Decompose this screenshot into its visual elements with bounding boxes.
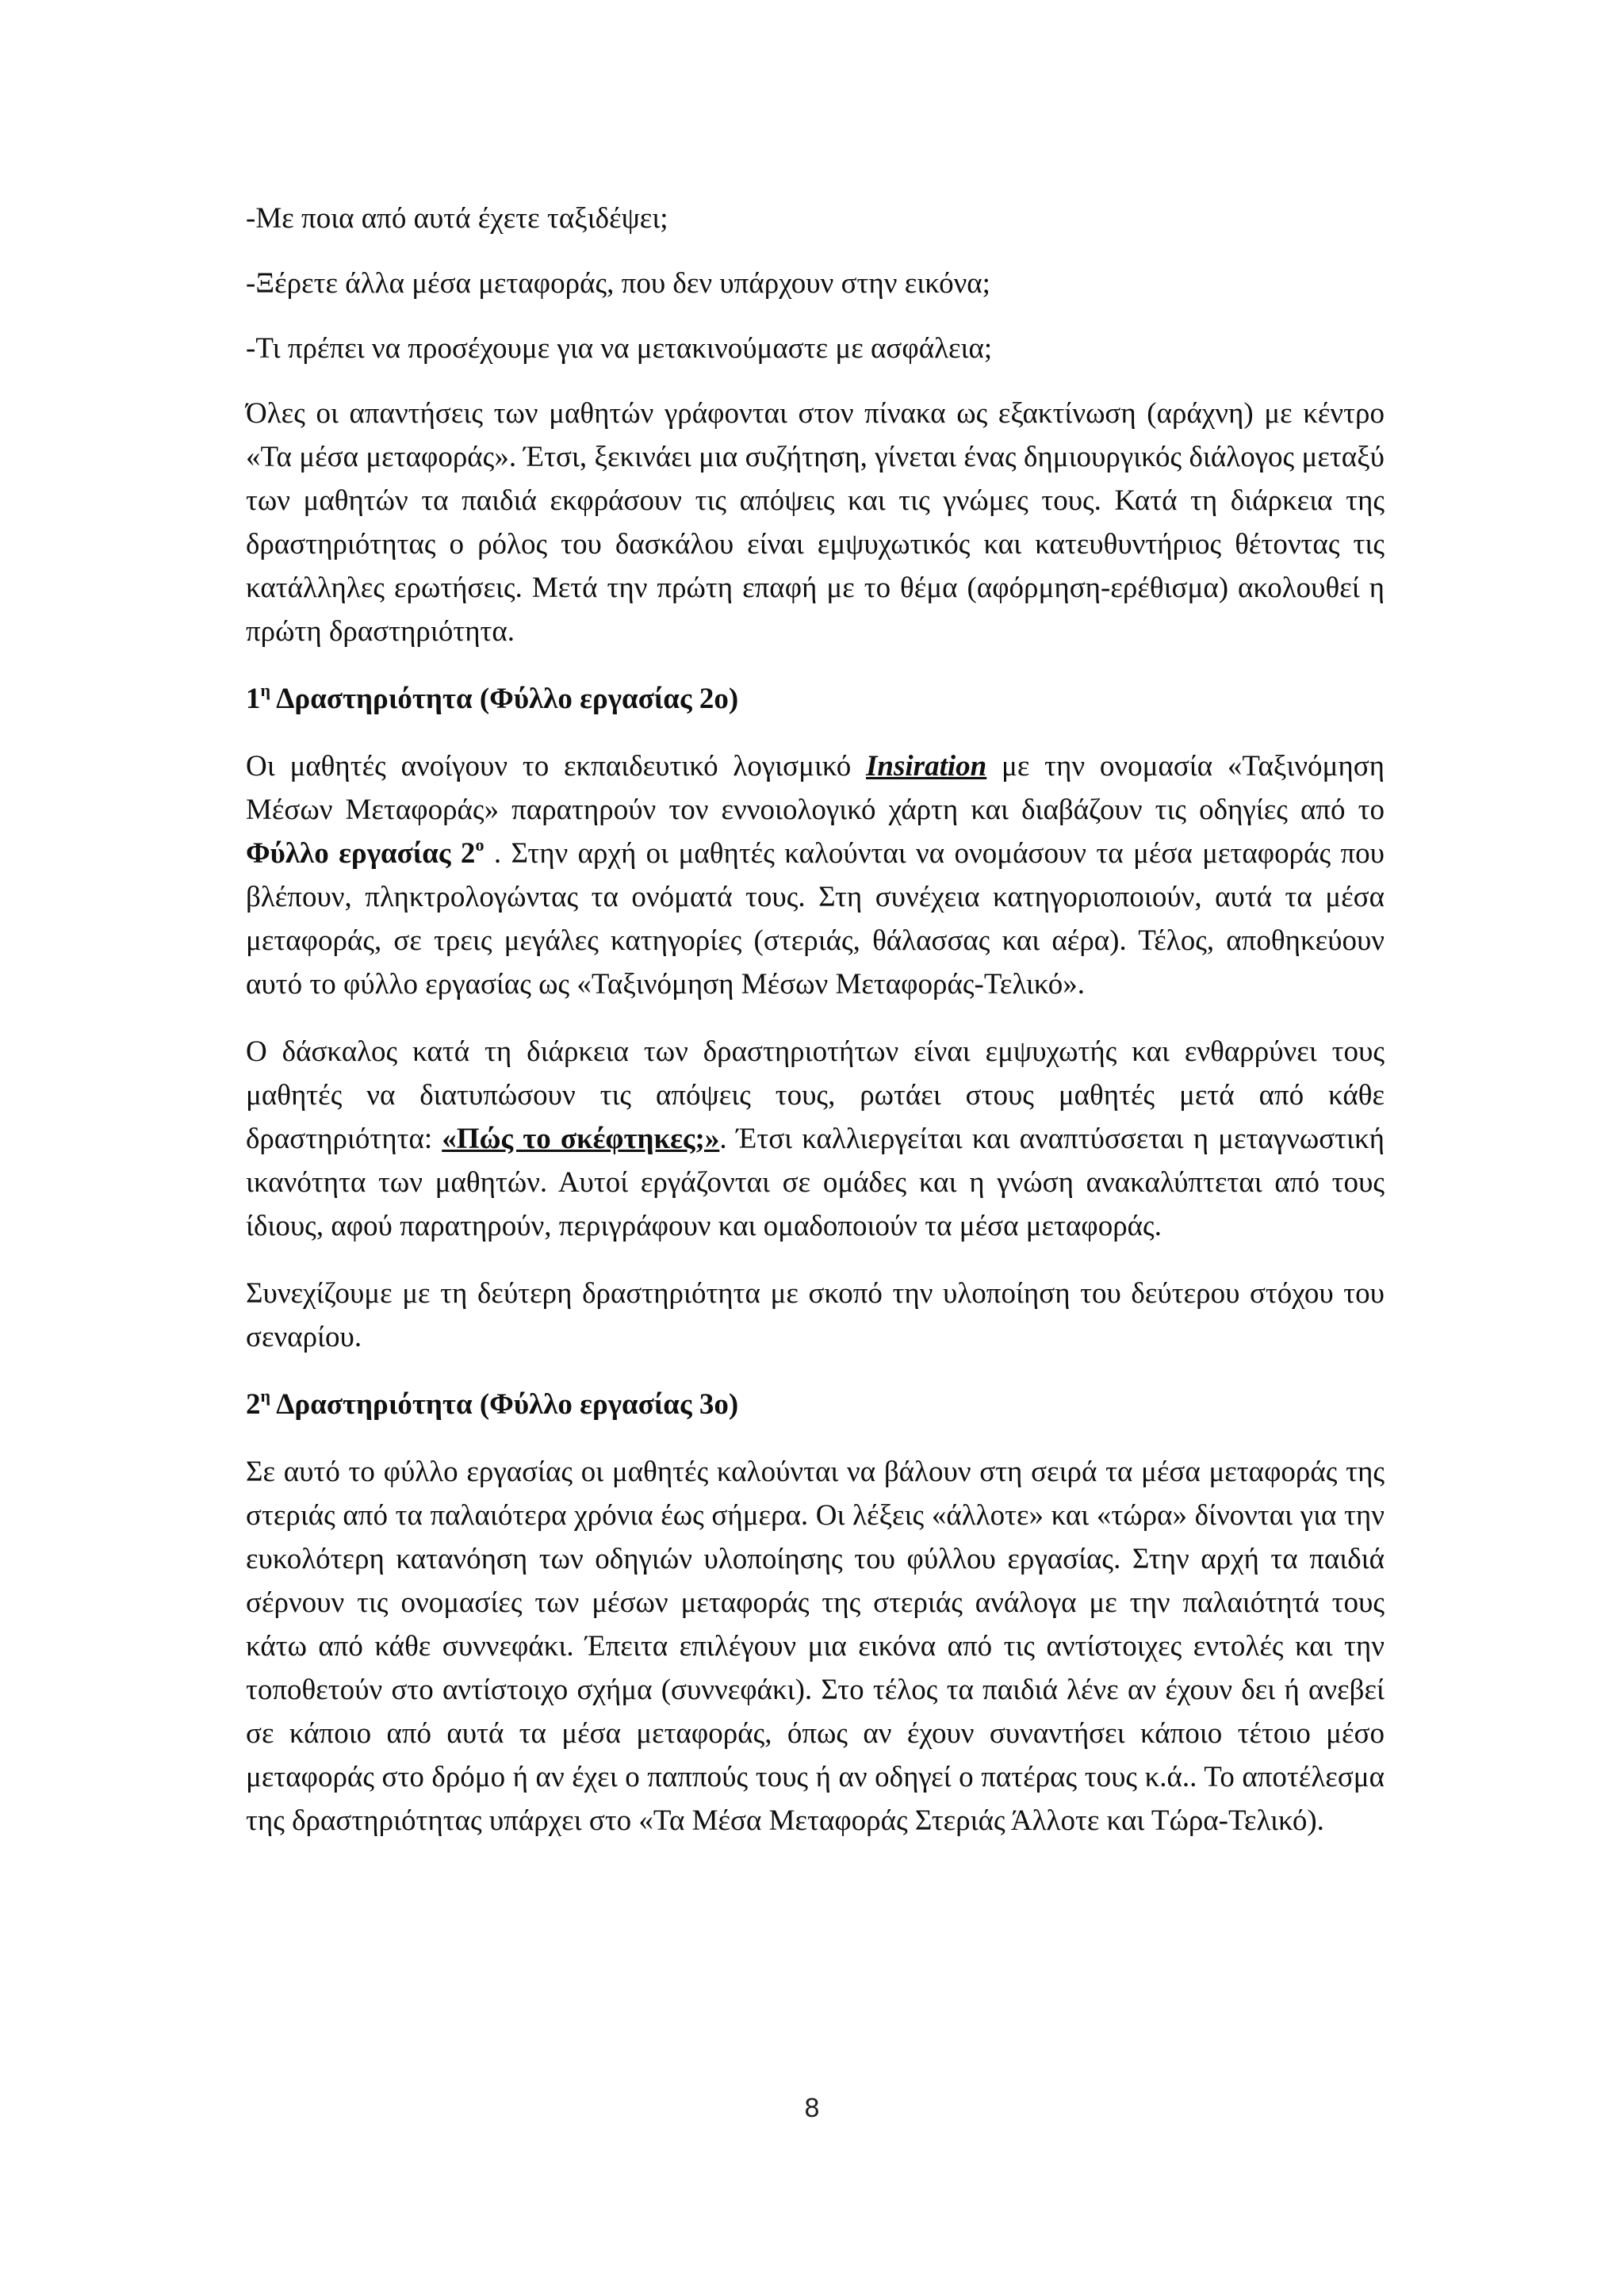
document-page	[246, 197, 1385, 1866]
activity-2-heading-number: 2	[246, 1388, 261, 1421]
activity-1-p2-text-b: . Έτσι καλλιεργείται και αναπτύσσεται η μεταγνωστική ικανότητα των μαθητών. Αυτοί εργάζονται σε ομάδες και η γνώση ανακαλύπτεται από τους ίδιους, αφού παρατηρούν, περιγράφουν και ομαδοποιούν τα μέσα μεταφοράς.	[246, 1123, 1385, 1242]
question-line-1: -Με ποια από αυτά έχετε ταξιδέψει;	[246, 202, 668, 235]
intro-paragraph: Όλες οι απαντήσεις των μαθητών γράφονται στον πίνακα ως εξακτίνωση (αράχνη) με κέντρο «Τα μέσα μεταφοράς». Έτσι, ξεκινάει μια συζήτηση, γίνεται ένας δημιουργικός διάλογος μεταξύ των μαθητών τα παιδιά εκφράσουν τις απόψεις και τις γνώμες τους. Κατά τη διάρκεια της δραστηριότητας ο ρόλος του δασκάλου είναι εμψυχωτικός και κατευθυντήριος θέτοντας τις κατάλληλες ερωτήσεις. Μετά την πρώτη επαφή με το θέμα (αφόρμηση-ερέθισμα) ακολουθεί η πρώτη δραστηριότητα.	[246, 397, 1385, 648]
activity-1-heading-superscript: η	[260, 680, 270, 700]
software-name: Insiration	[866, 750, 987, 783]
activity-1-p2-text-a: Ο δάσκαλος κατά τη διάρκεια των δραστηριοτήτων είναι εμψυχωτής και ενθαρρύνει τους μαθητές να διατυπώσουν τις απόψεις τους, ρωτάει στους μαθητές μετά από κάθε δραστηριότητα:	[246, 1035, 1385, 1155]
reflection-question: «Πώς το σκέφτηκες;»	[442, 1123, 720, 1155]
worksheet-reference: Φύλλο εργασίας 2	[246, 837, 476, 870]
activity-1-heading-text: Δραστηριότητα (Φύλλο εργασίας 2ο)	[270, 683, 739, 715]
activity-1-paragraph-3: Συνεχίζουμε με τη δεύτερη δραστηριότητα με σκοπό την υλοποίηση του δεύτερου στόχου του σεναρίου.	[246, 1277, 1385, 1353]
activity-1-heading-number: 1	[246, 683, 261, 715]
activity-1-p1-text-b: με την ονομασία «Ταξινόμηση Μέσων Μεταφοράς» παρατηρούν τον εννοιολογικό χάρτη και διαβάζουν τις οδηγίες από το	[246, 750, 1385, 826]
activity-2-paragraph-1: Σε αυτό το φύλλο εργασίας οι μαθητές καλούνται να βάλουν στη σειρά τα μέσα μεταφοράς της στεριάς από τα παλαιότερα χρόνια έως σήμερα. Οι λέξεις «άλλοτε» και «τώρα» δίνονται για την ευκολότερη κατανόηση των οδηγιών υλοποίησης του φύλλου εργασίας. Στην αρχή τα παιδιά σέρνουν τις ονομασίες των μέσων μεταφοράς της στεριάς ανάλογα με την παλαιότητά τους κάτω από κάθε συννεφάκι. Έπειτα επιλέγουν μια εικόνα από τις αντίστοιχες εντολές και την τοποθετούν στο αντίστοιχο σχήμα (συννεφάκι). Στο τέλος τα παιδιά λένε αν έχουν δει ή ανεβεί σε κάποιο από αυτά τα μέσα μεταφοράς, όπως αν έχουν συναντήσει κάποιο τέτοιο μέσο μεταφοράς στο δρόμο ή αν έχει ο παππούς τους ή αν οδηγεί ο πατέρας τους κ.ά.. Το αποτέλεσμα της δραστηριότητας υπάρχει στο «Τα Μέσα Μεταφοράς Στεριάς Άλλοτε και Τώρα-Τελικό).	[246, 1456, 1385, 1837]
question-line-2: -Ξέρετε άλλα μέσα μεταφοράς, που δεν υπάρχουν στην εικόνα;	[246, 267, 990, 300]
activity-1-paragraph-1	[246, 744, 1385, 1006]
worksheet-reference-superscript: ο	[475, 835, 485, 855]
activity-1-paragraph-2	[246, 1030, 1385, 1248]
activity-1-p1-text-c: . Στην αρχή οι μαθητές καλούνται να ονομάσουν τα μέσα μεταφοράς που βλέπουν, πληκτρολογώντας τα ονόματά τους. Στη συνέχεια κατηγοριοποιούν, αυτά τα μέσα μεταφοράς, σε τρεις μεγάλες κατηγορίες (στεριάς, θάλασσας και αέρα). Τέλος, αποθηκεύουν αυτό το φύλλο εργασίας ως «Ταξινόμηση Μέσων Μεταφοράς-Τελικό».	[246, 837, 1385, 1001]
activity-1-p1-text-a: Οι μαθητές ανοίγουν το εκπαιδευτικό λογισμικό	[246, 750, 867, 783]
activity-1-heading	[246, 677, 1385, 721]
page-number: 8	[804, 2093, 820, 2123]
activity-2-heading-text: Δραστηριότητα (Φύλλο εργασίας 3ο)	[270, 1388, 739, 1421]
activity-2-heading-superscript: η	[260, 1386, 270, 1406]
activity-2-heading	[246, 1383, 1385, 1426]
question-line-3: -Τι πρέπει να προσέχουμε για να μετακινούμαστε με ασφάλεια;	[246, 332, 993, 365]
